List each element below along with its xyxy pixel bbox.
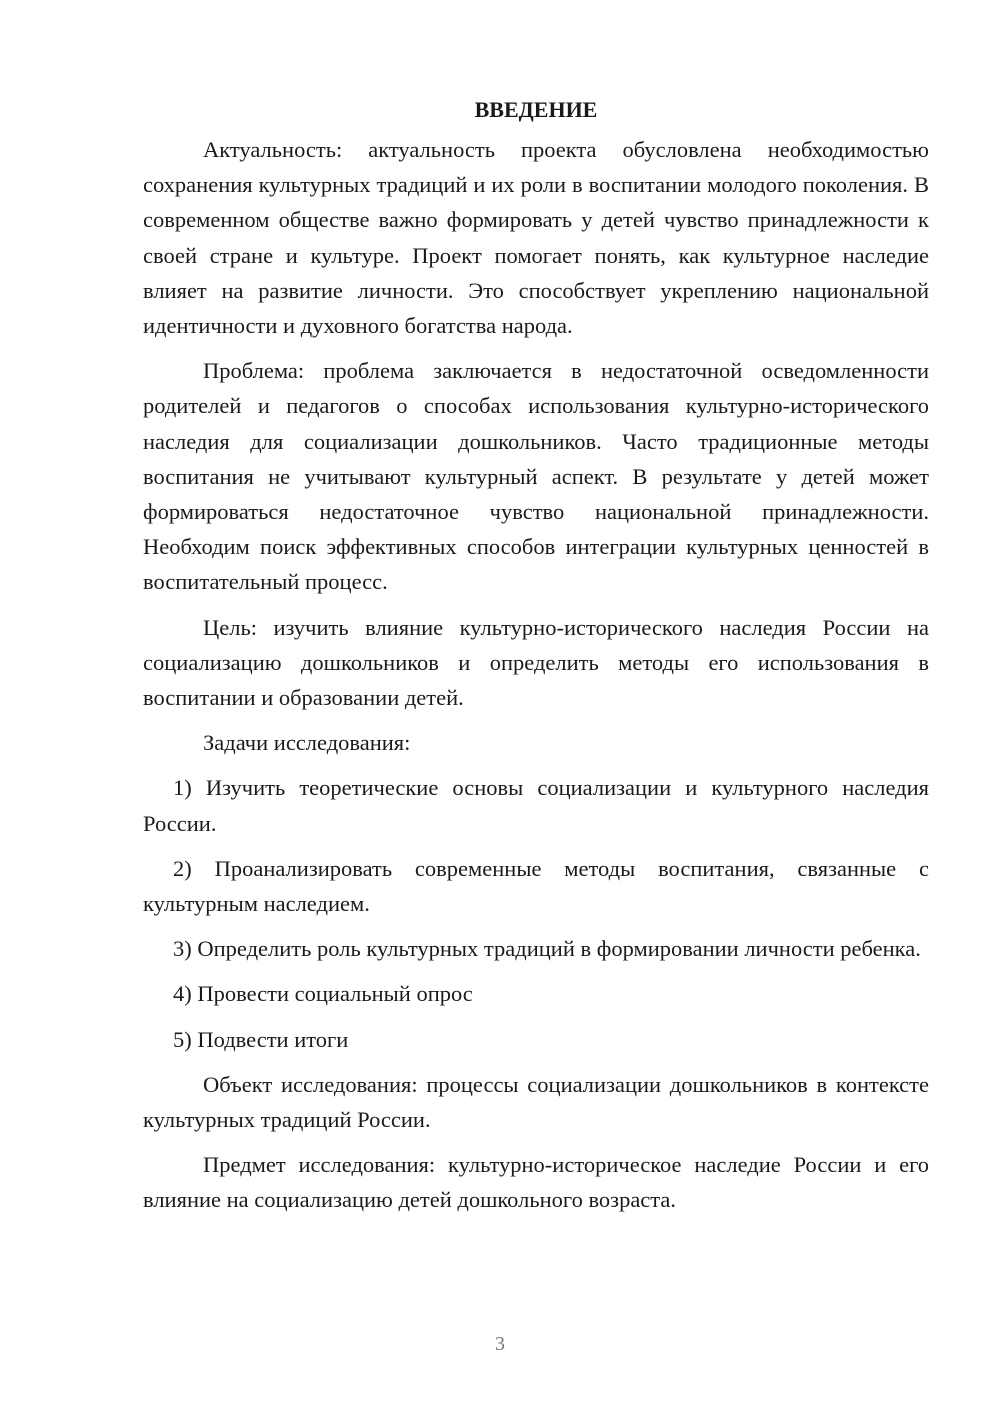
task-item-3: 3) Определить роль культурных традиций в формировании личности ребенка. [173,936,921,962]
problem-paragraph: Проблема: проблема заключается в недостаточной осведомленности родителей и педагогов о способах использования культурно-исторического наследия для социализации дошкольников. Часто традиционные методы воспитания не учитывают культурный аспект. В результате у детей может формироваться недостаточное чувство национальной принадлежности. Необходим поиск эффективных способов интеграции культурных ценностей в воспитательный процесс. [143,358,929,595]
tasks-title: Задачи исследования: [203,730,411,756]
task-item-5: 5) Подвести итоги [173,1026,349,1052]
task-item-4: 4) Провести социальный опрос [173,981,473,1007]
page-number: 3 [495,1333,505,1355]
subject-paragraph: Предмет исследования: культурно-историческое наследие России и его влияние на социализацию детей дошкольного возраста. [143,1152,929,1213]
relevance-paragraph: Актуальность: актуальность проекта обусловлена необходимостью сохранения культурных традиций и их роли в воспитании молодого поколения. В современном обществе важно формировать у детей чувство принадлежности к своей стране и культуре. Проект помогает понять, как культурное наследие влияет на развитие личности. Это способствует укреплению национальной идентичности и духовного богатства народа. [143,137,929,339]
document-heading: ВВЕДЕНИЕ [474,97,598,122]
task-item-2: 2) Проанализировать современные методы воспитания, связанные с культурным наследием. [143,855,929,917]
goal-paragraph: Цель: изучить влияние культурно-исторического наследия России на социализацию дошкольников и определить методы его использования в воспитании и образовании детей. [143,614,929,711]
task-item-1: 1) Изучить теоретические основы социализации и культурного наследия России. [143,775,929,836]
object-paragraph: Объект исследования: процессы социализации дошкольников в контексте культурных традиций России. [143,1071,929,1133]
document-page [143,92,929,1218]
